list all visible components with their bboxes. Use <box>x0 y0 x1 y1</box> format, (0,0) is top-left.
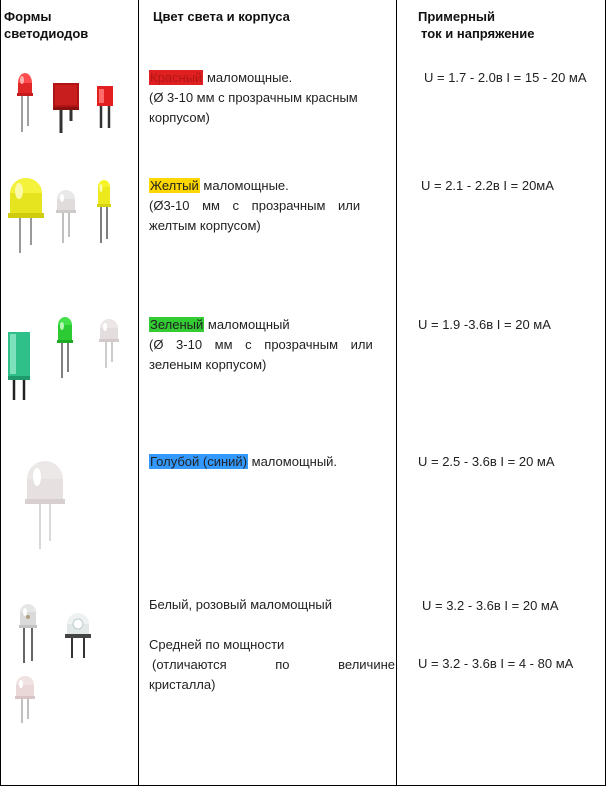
row-blue-description <box>149 452 395 472</box>
row-yellow-description <box>149 176 395 236</box>
red-led-small-square-icon <box>95 86 115 130</box>
row-red-desc-rest: маломощные. <box>203 70 293 85</box>
red-led-round-icon <box>14 70 36 134</box>
table-border-bottom <box>0 785 606 786</box>
yellow-led-large-icon <box>6 175 46 255</box>
header-current-line1: Примерный <box>418 9 496 24</box>
header-current-voltage <box>418 8 535 42</box>
row-midpower-line3 <box>149 655 395 675</box>
row-blue-desc-rest: маломощный. <box>248 454 338 469</box>
row-green-value: U = 1.9 -3.6в I = 20 мА <box>418 317 551 332</box>
clear-led-icon <box>97 318 121 370</box>
header-shapes-line2: светодиодов <box>4 26 89 41</box>
row-green-description <box>149 315 395 375</box>
row-red-desc-line3: корпусом) <box>149 110 210 125</box>
green-led-rectangular-icon <box>6 332 32 402</box>
row-yellow-desc-rest: маломощные. <box>199 178 289 193</box>
row-green-desc-line3: зеленым корпусом) <box>149 357 267 372</box>
row-white-line1: Белый, розовый маломощный <box>149 597 333 612</box>
row-yellow-value: U = 2.1 - 2.2в I = 20мА <box>421 178 554 193</box>
row-midpower-value: U = 3.2 - 3.6в I = 4 - 80 мА <box>418 656 574 671</box>
row-blue-value: U = 2.5 - 3.6в I = 20 мА <box>418 454 555 469</box>
red-led-square-icon <box>51 83 81 135</box>
green-led-round-icon <box>55 316 75 380</box>
row-yellow-desc-line2: (Ø3-10 мм с прозрачным или <box>149 198 361 213</box>
row-midpower-line4: кристалла) <box>149 677 216 692</box>
pink-led-icon <box>13 675 37 725</box>
table-border-right <box>605 0 606 786</box>
row-midpower-description <box>149 635 395 695</box>
header-shapes <box>4 8 88 42</box>
row-midpower-word1: (отличаются <box>152 657 227 672</box>
row-red-desc-line2: (Ø 3-10 мм с прозрачным красным <box>149 90 358 105</box>
clear-led-large-icon <box>23 459 67 551</box>
column-divider-2 <box>396 0 397 786</box>
row-midpower-line2: Средней по мощности <box>149 637 285 652</box>
row-green-desc-rest: маломощный <box>204 317 290 332</box>
header-current-line2: ток и напряжение <box>421 26 535 41</box>
clear-led-icon <box>54 189 78 245</box>
header-shapes-line1: Формы <box>4 9 52 24</box>
power-led-icon <box>63 612 93 662</box>
header-color: Цвет света и корпуса <box>153 9 290 24</box>
row-midpower-word2: по <box>275 657 290 672</box>
column-divider-1 <box>138 0 139 786</box>
table-border-left <box>0 0 1 786</box>
color-highlight-yellow: Желтый <box>150 178 199 193</box>
white-led-icon <box>16 603 40 665</box>
row-white-value: U = 3.2 - 3.6в I = 20 мА <box>422 598 559 613</box>
row-yellow-desc-line3: желтым корпусом) <box>149 218 261 233</box>
color-highlight-red: Красный <box>150 70 203 85</box>
row-red-description <box>149 68 395 128</box>
yellow-led-small-icon <box>95 179 113 245</box>
color-highlight-blue: Голубой (синий) <box>150 454 248 469</box>
row-midpower-word3: величине <box>338 657 395 672</box>
row-red-value: U = 1.7 - 2.0в I = 15 - 20 мА <box>424 70 587 85</box>
row-green-desc-line2: (Ø 3-10 мм с прозрачным или <box>149 337 373 352</box>
color-highlight-green: Зеленый <box>150 317 204 332</box>
